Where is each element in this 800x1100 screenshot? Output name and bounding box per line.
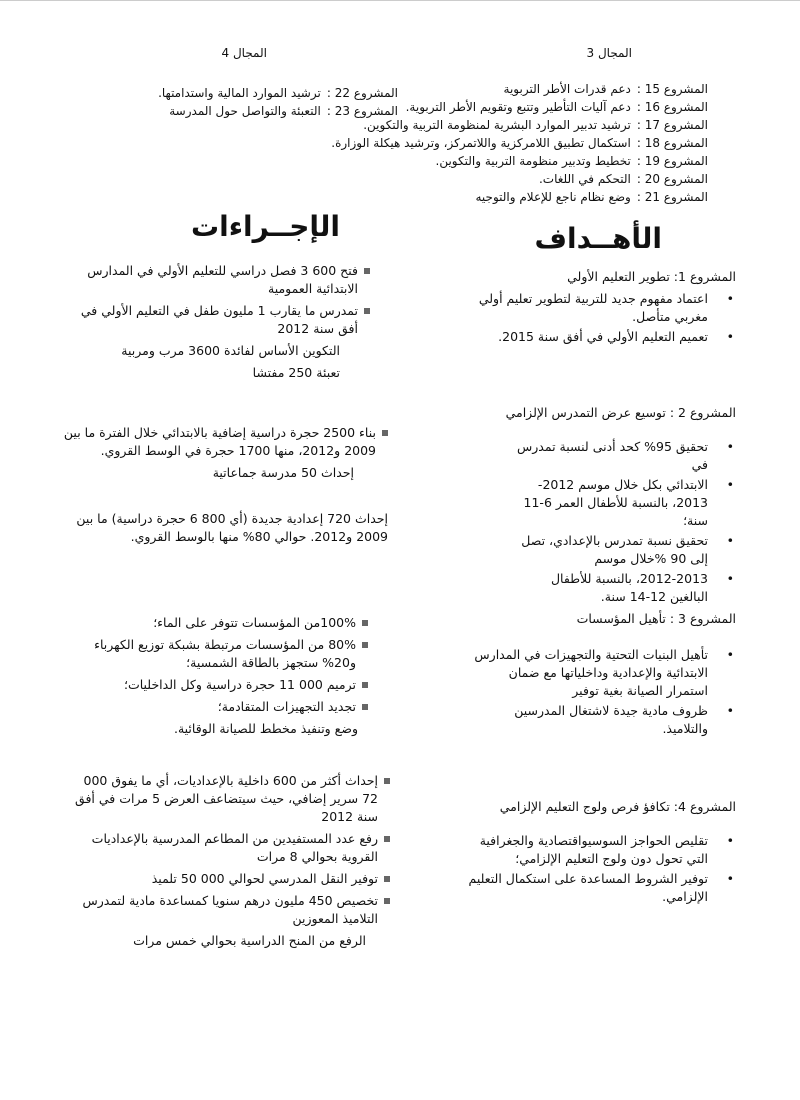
procedure-line: وضع وتنفيذ مخطط للصيانة الوقائية. [173,721,358,736]
domain-4-title: المجال 4 [221,46,267,60]
procedure-item: فتح 600 3 فصل دراسي للتعليم الأولي في المدارس الابتدائية العمومية [70,262,370,298]
domain-3-title: المجال 3 [586,46,632,60]
objective-project-1 [476,268,736,348]
project-text: التعبئة والتواصل حول المدرسة [169,104,321,118]
objective-list [516,438,736,606]
objective-project-4 [456,798,736,908]
objective-item: • توفير الشروط المساعدة على استكمال التعليم الإلزامي. [456,870,736,906]
project-item [331,170,708,188]
procedure-line: إحداث 50 مدرسة جماعاتية [212,465,354,480]
objective-item: • تحقيق 95% كحد أدنى لنسبة تمدرس في [516,438,736,474]
procedure-list [70,262,370,338]
procedure-item: ترميم 000 11 حجرة دراسية وكل الداخليات؛ [68,676,368,694]
project-text: التحكم في اللغات. [538,172,631,186]
procedure-list [68,614,368,716]
objective-item: • تأهيل البنيات التحتية والتجهيزات في المدارس الابتدائية والإعدادية وداخلياتها مع ضمان استمرار الصيانة بغية توفير [466,646,736,700]
page-top-edge [0,0,800,1]
project-label: المشروع 20 : [636,172,708,186]
project-text: استكمال تطبيق اللامركزية واللاتمركز، وترشيد هيكلة الوزارة. [331,136,631,150]
procedure-line: تعبئة 250 مفتشا [252,365,340,380]
procedure-line: الرفع من المنح الدراسية بحوالي خمس مرات [133,933,366,948]
procedure-block-3 [68,614,368,738]
objective-item: • اعتماد مفهوم جديد للتربية لتطوير تعليم أولي مغربي متأصل. [476,290,736,326]
project-text: دعم آليات التأطير وتتبع وتقويم الأطر التربوية. [405,100,631,114]
objective-item: • تعميم التعليم الأولي في أفق سنة 2015. [476,328,736,346]
objective-list [466,646,736,738]
objectives-heading: الأهــداف [534,222,662,255]
objective-list [456,832,736,906]
procedure-item: تخصيص 450 مليون درهم سنويا كمساعدة مادية لتمدرس التلاميذ المعوزين [70,892,390,928]
procedure-item: توفير النقل المدرسي لحوالي 000 50 تلميذ [70,870,390,888]
procedure-list [70,772,390,928]
project-label: المشروع 21 : [636,190,708,204]
project-text: ترشيد الموارد المالية واستدامتها. [158,86,321,100]
objective-list [476,290,736,346]
project-item [158,102,398,120]
objective-item: • 2012-2013، بالنسبة للأطفال البالغين 12-14 سنة. [516,570,736,606]
project-label: المشروع 19 : [636,154,708,168]
objective-project-3 [466,610,736,740]
objective-item: • ظروف مادية جيدة لاشتغال المدرسين والتلاميذ. [466,702,736,738]
objective-project-2 [476,404,736,608]
objective-item: • تقليص الحواجز السوسيواقتصادية والجغرافية التي تحول دون ولوج التعليم الإلزامي؛ [456,832,736,868]
project-text: ترشيد تدبير الموارد البشرية لمنظومة التربية والتكوين. [363,118,631,132]
project-label: المشروع 15 : [636,82,708,96]
project-text: وضع نظام ناجع للإعلام والتوجيه [475,190,631,204]
procedure-item: إحداث أكثر من 600 داخلية بالإعداديات، أي ما يفوق 000 72 سرير إضافي، حيث سيتضاعف العرض 5 مرات في أفق سنة 2012 [70,772,390,826]
project-label: المشروع 16 : [636,100,708,114]
project-item [158,84,398,102]
project-item [331,134,708,152]
procedure-line: إحداث 720 إعدادية جديدة (أي 800 6 حجرة دراسية) ما بين 2009 و2012. حوالي 80% منها بالوسط القروي. [76,511,388,544]
procedure-block-1 [70,262,370,382]
project-label: المشروع 22 : [326,86,398,100]
domain-4-project-list [158,84,398,120]
procedure-line: التكوين الأساس لفائدة 3600 مرب ومربية [121,343,340,358]
project-item [331,188,708,206]
project-text: دعم قدرات الأطر التربوية [503,82,631,96]
objective-title: المشروع 1: تطوير التعليم الأولي [567,269,736,284]
project-label: المشروع 17 : [636,118,708,132]
objective-item: • تحقيق نسبة تمدرس بالإعدادي، تصل إلى 90 %خلال موسم [516,532,736,568]
project-item [331,152,708,170]
objective-title: المشروع 3 : تأهيل المؤسسات [576,611,736,626]
project-label: المشروع 23 : [326,104,398,118]
procedure-block-2 [58,424,388,546]
procedures-heading: الإجــراءات [190,210,340,243]
procedure-list [58,424,388,460]
procedure-item: 80% من المؤسسات مرتبطة بشبكة توزيع الكهرباء و20% ستجهز بالطاقة الشمسية؛ [68,636,368,672]
project-text: تخطيط وتدبير منظومة التربية والتكوين. [435,154,631,168]
procedure-block-4 [70,772,390,950]
procedure-item: تجديد التجهيزات المتقادمة؛ [68,698,368,716]
procedure-item: بناء 2500 حجرة دراسية إضافية بالابتدائي خلال الفترة ما بين 2009 و2012، منها 1700 حجرة في الوسط القروي. [58,424,388,460]
objective-title: المشروع 4: تكافؤ فرص ولوج التعليم الإلزامي [499,799,736,814]
objective-item: • الابتدائي بكل خلال موسم 2012-2013، بالنسبة للأطفال العمر 6-11 سنة؛ [516,476,736,530]
procedure-item: رفع عدد المستفيدين من المطاعم المدرسية بالإعداديات القروية بحوالي 8 مرات [70,830,390,866]
procedure-item: تمدرس ما يقارب 1 مليون طفل في التعليم الأولي في أفق سنة 2012 [70,302,370,338]
procedure-item: 100%من المؤسسات تتوفر على الماء؛ [68,614,368,632]
objective-title: المشروع 2 : توسيع عرض التمدرس الإلزامي [505,405,736,420]
project-label: المشروع 18 : [636,136,708,150]
